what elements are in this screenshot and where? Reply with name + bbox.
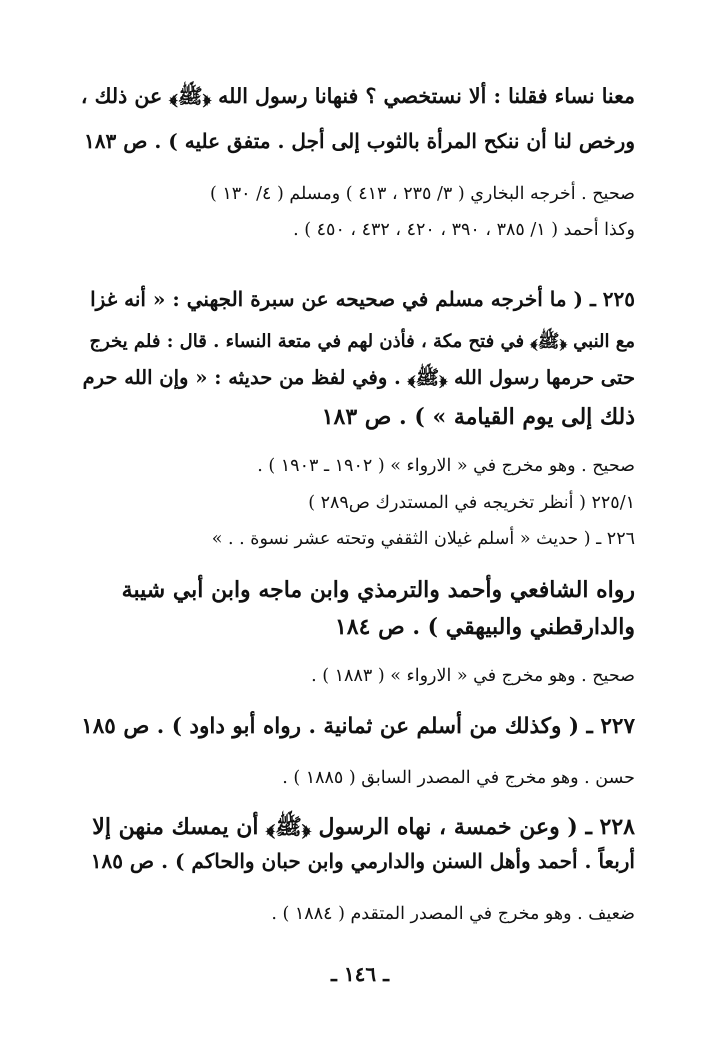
footnote-line: وكذا أحمد ( ١/ ٣٨٥ ، ٣٩٠ ، ٤٢٠ ، ٤٣٢ ، ٤٥٠ ) . xyxy=(293,220,635,240)
footnote-line: صحيح . أخرجه البخاري ( ٣/ ٢٣٥ ، ٤١٣ ) ومسلم ( ٤/ ١٣٠ ) xyxy=(209,184,635,204)
footnote-line: صحيح . وهو مخرج في « الارواء » ( ١٨٨٣ ) . xyxy=(311,666,635,686)
text-line: ٢٢٧ ـ ( وكذلك من أسلم عن ثمانية . رواه أبو داود ) . ص ١٨٥ xyxy=(81,714,635,739)
text-line: والدارقطني والبيهقي ) . ص ١٨٤ xyxy=(334,614,635,640)
page-number: ـ ١٤٦ ـ xyxy=(331,962,389,986)
text-line: ٢٢٥ ـ ( ما أخرجه مسلم في صحيحه عن سبرة الجهني : « أنه غزا xyxy=(90,287,635,311)
footnote-line: صحيح . وهو مخرج في « الارواء » ( ١٩٠٢ ـ ١٩٠٣ ) . xyxy=(257,456,635,476)
text-line: معنا نساء فقلنا : ألا نستخصي ؟ فنهانا رسول الله ﴿ﷺ﴾ عن ذلك ، xyxy=(80,84,635,108)
text-line: ٢٢٨ ـ ( وعن خمسة ، نهاه الرسول ﴿ﷺ﴾ أن يمسك منهن إلا xyxy=(92,814,635,840)
text-line: ورخص لنا أن ننكح المرأة بالثوب إلى أجل . متفق عليه ) . ص ١٨٣ xyxy=(84,129,635,153)
text-line: مع النبي ﴿ﷺ﴾ في فتح مكة ، فأذن لهم في متعة النساء . قال : فلم يخرج xyxy=(89,331,635,352)
footnote-line: حسن . وهو مخرج في المصدر السابق ( ١٨٨٥ ) . xyxy=(282,768,635,788)
text-line: حتى حرمها رسول الله ﴿ﷺ﴾ . وفي لفظ من حديثه : « وإن الله حرم xyxy=(82,366,635,389)
text-line: أربعاً . أحمد وأهل السنن والدارمي وابن حبان والحاكم ) . ص ١٨٥ xyxy=(90,849,635,873)
hadith-entry-line: ٢٢٦ ـ ( حديث « أسلم غيلان الثقفي وتحته عشر نسوة . . » xyxy=(211,529,635,549)
text-line: رواه الشافعي وأحمد والترمذي وابن ماجه وابن أبي شيبة xyxy=(121,577,635,603)
footnote-line: ضعيف . وهو مخرج في المصدر المتقدم ( ١٨٨٤ ) . xyxy=(271,904,635,924)
text-line: ذلك إلى يوم القيامة » ) . ص ١٨٣ xyxy=(321,404,635,430)
footnote-line: ٢٢٥/١ ( أنظر تخريجه في المستدرك ص٢٨٩ ) xyxy=(308,493,635,513)
